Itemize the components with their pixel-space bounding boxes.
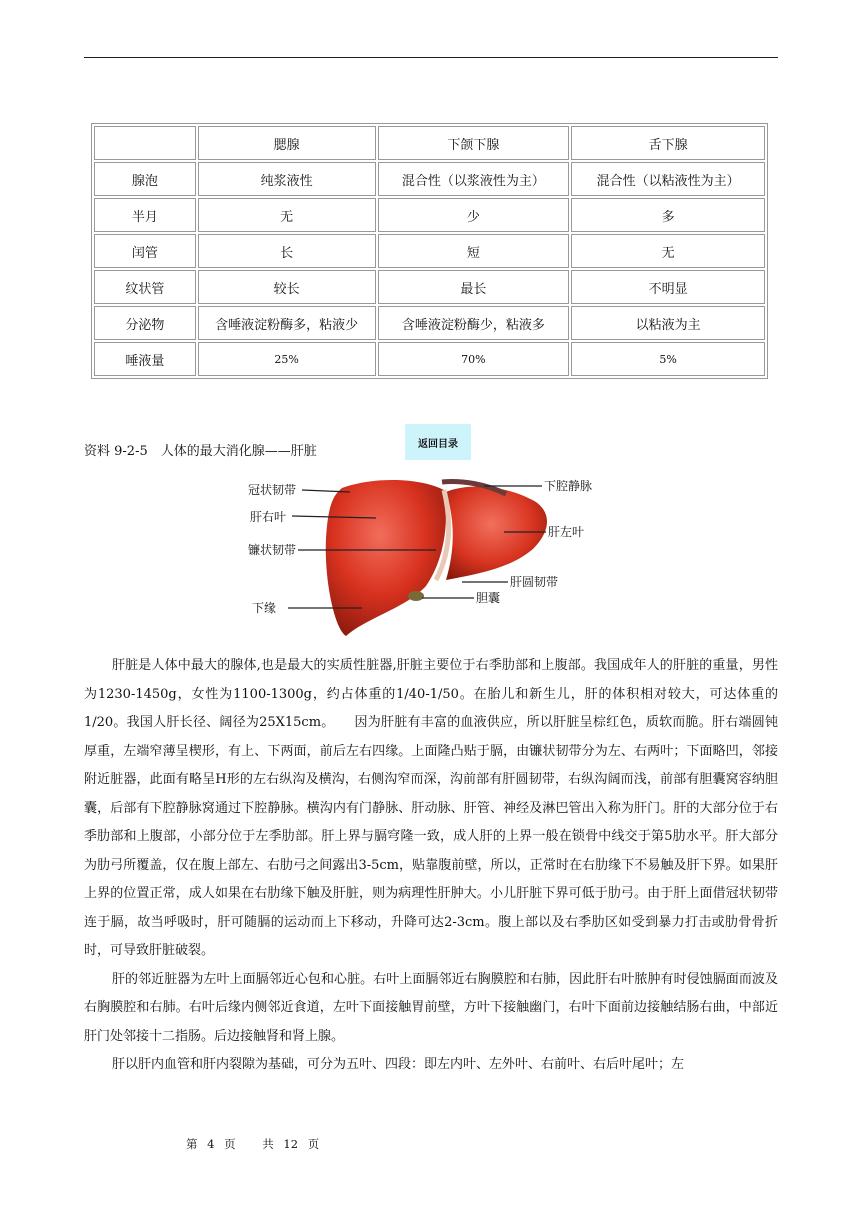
row-label: 腺泡 bbox=[94, 162, 196, 196]
table-cell: 短 bbox=[378, 234, 570, 268]
footer-total-number: 12 bbox=[283, 1137, 299, 1151]
paragraph: 肝以肝内血管和肝内裂隙为基础，可分为五叶、四段：即左内叶、左外叶、右前叶、右后叶尾叶；左 bbox=[112, 1057, 685, 1072]
footer-page-number: 4 bbox=[207, 1137, 215, 1151]
table-cell: 含唾液淀粉酶多，粘液少 bbox=[198, 306, 376, 340]
back-to-contents-button[interactable]: 返回目录 bbox=[405, 424, 471, 460]
left-lobe-shape bbox=[446, 487, 547, 580]
body-text bbox=[84, 652, 778, 1080]
table-cell: 不明显 bbox=[571, 270, 765, 304]
label-left-lobe: 肝左叶 bbox=[548, 525, 585, 539]
label-round-ligament: 肝圆韧带 bbox=[510, 575, 559, 589]
label-lower-edge: 下缘 bbox=[252, 601, 277, 615]
table-header-row bbox=[94, 126, 765, 160]
table-row bbox=[94, 342, 765, 376]
page-footer bbox=[186, 1136, 323, 1152]
table-cell: 长 bbox=[198, 234, 376, 268]
table-row bbox=[94, 198, 765, 232]
table-cell: 较长 bbox=[198, 270, 376, 304]
table-cell: 70% bbox=[378, 342, 570, 376]
table-row bbox=[94, 234, 765, 268]
gallbladder-shape bbox=[408, 591, 424, 601]
table-cell: 无 bbox=[571, 234, 765, 268]
table-cell: 5% bbox=[571, 342, 765, 376]
row-label: 唾液量 bbox=[94, 342, 196, 376]
row-label: 纹状管 bbox=[94, 270, 196, 304]
table-row bbox=[94, 306, 765, 340]
table-cell: 以粘液为主 bbox=[571, 306, 765, 340]
paragraph: 肝脏是人体中最大的腺体,也是最大的实质性脏器,肝脏主要位于右季肋部和上腹部。我国成年人的肝脏的重量，男性为1230-1450g，女性为1100-1300g，约占体重的1/40-1/50。在胎儿和新生儿，肝的体积相对较大，可达体重的1/20。我国人肝长径、阔径为25X15cm。 因为肝脏有丰富的血液供应，所以肝脏呈棕红色，质软而脆。肝右端圆钝厚重，左端窄薄呈楔形，有上、下两面，前后左右四缘。上面隆凸贴于膈，由镰状韧带分为左、右两叶；下面略凹，邻接附近脏器，此面有略呈H形的左右纵沟及横沟，右侧沟窄而深，沟前部有肝圆韧带，右纵沟阔而浅，前部有胆囊窝容纳胆囊，后部有下腔静脉窝通过下腔静脉。横沟内有门静脉、肝动脉、肝管、神经及淋巴管出入称为肝门。肝的大部分位于右季肋部和上腹部，小部分位于左季肋部。肝上界与膈穹隆一致，成人肝的上界一般在锁骨中线交于第5肋水平。肝大部分为肋弓所覆盖，仅在腹上部左、右肋弓之间露出3-5cm，贴靠腹前壁，所以，正常时在右肋缘下不易触及肝下界。如果肝上界的位置正常，成人如果在右肋缘下触及肝脏，则为病理性肝肿大。小儿肝脏下界可低于肋弓。由于肝上面借冠状韧带连于膈，故当呼吸时，肝可随膈的运动而上下移动，升降可达2-3cm。腹上部以及右季肋区如受到暴力打击或肋骨骨折时，可导致肝脏破裂。 bbox=[84, 658, 778, 958]
row-label: 闰管 bbox=[94, 234, 196, 268]
table-cell: 25% bbox=[198, 342, 376, 376]
table-row bbox=[94, 270, 765, 304]
footer-total-prefix: 共 bbox=[262, 1137, 274, 1151]
table-header-cell: 腮腺 bbox=[198, 126, 376, 160]
table-cell: 混合性（以浆液性为主） bbox=[378, 162, 570, 196]
label-gallbladder: 胆囊 bbox=[476, 591, 501, 605]
salivary-gland-table bbox=[91, 123, 768, 379]
label-right-lobe: 肝右叶 bbox=[250, 510, 287, 524]
footer-page-prefix: 第 bbox=[186, 1137, 198, 1151]
section-heading: 资料 9-2-5 人体的最大消化腺——肝脏 bbox=[84, 444, 317, 459]
right-lobe-shape bbox=[326, 480, 446, 636]
table-cell: 最长 bbox=[378, 270, 570, 304]
header-rule bbox=[84, 57, 778, 58]
table-cell: 混合性（以粘液性为主） bbox=[571, 162, 765, 196]
footer-page-suffix: 页 bbox=[224, 1137, 236, 1151]
table-header-cell bbox=[94, 126, 196, 160]
liver-illustration bbox=[246, 468, 616, 640]
label-coronary-ligament: 冠状韧带 bbox=[248, 483, 297, 497]
table-cell: 含唾液淀粉酶少，粘液多 bbox=[378, 306, 570, 340]
label-falciform-ligament: 镰状韧带 bbox=[248, 543, 297, 557]
table-header-cell: 下颌下腺 bbox=[378, 126, 570, 160]
footer-total-suffix: 页 bbox=[307, 1137, 320, 1151]
table-row bbox=[94, 162, 765, 196]
label-ivc: 下腔静脉 bbox=[544, 479, 593, 493]
table-cell: 少 bbox=[378, 198, 570, 232]
row-label: 半月 bbox=[94, 198, 196, 232]
table-cell: 纯浆液性 bbox=[198, 162, 376, 196]
paragraph: 肝的邻近脏器为左叶上面膈邻近心包和心脏。右叶上面膈邻近右胸膜腔和右肺，因此肝右叶脓肿有时侵蚀膈面而波及右胸膜腔和右肺。右叶后缘内侧邻近食道，左叶下面接触胃前壁，方叶下接触幽门，右叶下面前边接触结肠右曲，中部近肝门处邻接十二指肠。后边接触肾和肾上腺。 bbox=[84, 971, 778, 1044]
table-cell: 多 bbox=[571, 198, 765, 232]
row-label: 分泌物 bbox=[94, 306, 196, 340]
table-cell: 无 bbox=[198, 198, 376, 232]
table-header-cell: 舌下腺 bbox=[571, 126, 765, 160]
